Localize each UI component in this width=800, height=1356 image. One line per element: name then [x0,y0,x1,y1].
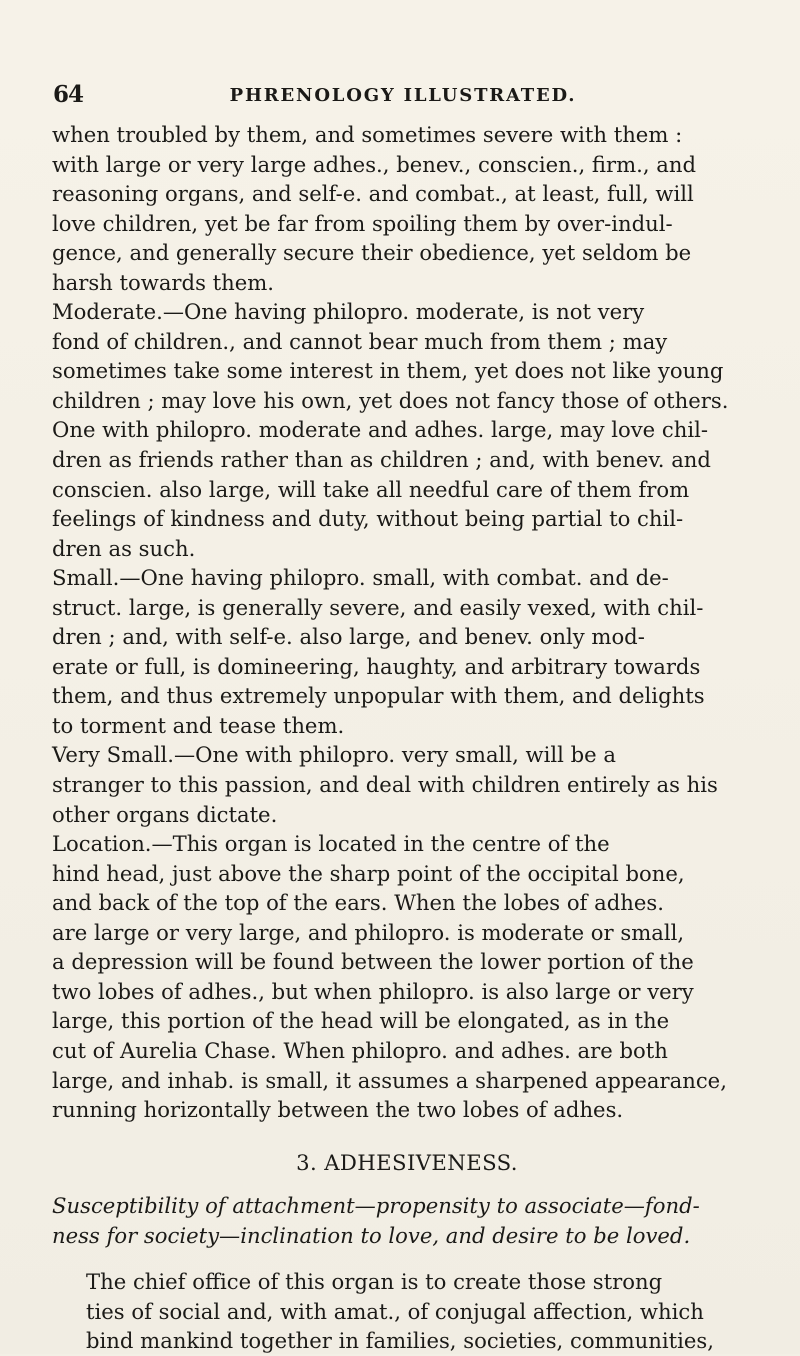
subtitle-line: ness for society—inclination to love, and desire to be loved. [52,1222,691,1248]
subtitle-line: Susceptibility of attachment—propensity to associate—fond- [52,1193,700,1219]
text-line: to torment and tease them. [52,712,345,738]
text-line: Small.—One having philopro. small, with combat. and de- [52,565,669,591]
section-title: 3. ADHESIVENESS. [296,1149,518,1175]
text-line: conscien. also large, will take all needful care of them from [52,476,690,502]
text-line: large, and inhab. is small, it assumes a sharpened appearance, [52,1067,727,1093]
text-line: Very Small.—One with philopro. very small, will be a [52,742,616,768]
text-line: a depression will be found between the lower portion of the [52,949,694,975]
text-line: other organs dictate. [52,801,278,827]
adhesiveness-paragraph [52,1267,762,1356]
text-line: ties of social and, with amat., of conjugal affection, which [86,1298,704,1324]
text-line: dren as such. [52,535,196,561]
text-line: feelings of kindness and duty, without being partial to chil- [52,506,684,532]
text-line: sometimes take some interest in them, yet does not like young [52,358,724,384]
text-line: are large or very large, and philopro. is moderate or small, [52,919,685,945]
page-content [52,120,762,1354]
text-line: when troubled by them, and sometimes severe with them : [52,122,683,147]
text-line: bind mankind together in families, societies, communities, [86,1328,714,1354]
moderate-paragraph [52,297,762,563]
text-line: reasoning organs, and self-e. and combat., at least, full, will [52,181,694,207]
text-line: large, this portion of the head will be elongated, as in the [52,1008,670,1034]
text-line: stranger to this passion, and deal with children entirely as his [52,772,718,798]
small-paragraph [52,563,762,740]
text-line: The chief office of this organ is to create those strong [86,1269,663,1295]
text-line: Moderate.—One having philopro. moderate, is not very [52,299,645,325]
page-number: 64 [53,81,84,108]
running-title: PHRENOLOGY ILLUSTRATED. [229,85,577,106]
text-line: and back of the top of the ears. When the lobes of adhes. [52,890,664,916]
text-line: children ; may love his own, yet does not fancy those of others. [52,387,729,413]
text-line: harsh towards them. [52,269,275,295]
section-subtitle [52,1191,762,1250]
text-line: two lobes of adhes., but when philopro. is also large or very [52,978,694,1004]
text-line: struct. large, is generally severe, and easily vexed, with chil- [52,594,704,620]
page-header [53,81,763,111]
text-line: One with philopro. moderate and adhes. large, may love chil- [52,417,709,443]
text-line: dren ; and, with self-e. also large, and benev. only mod- [52,624,645,650]
text-line: erate or full, is domineering, haughty, and arbitrary towards [52,653,701,679]
opening-paragraph [52,120,762,297]
very-small-paragraph [52,740,762,829]
text-line: running horizontally between the two lobes of adhes. [52,1097,624,1123]
text-line: fond of children., and cannot bear much from them ; may [52,328,668,354]
location-paragraph [52,829,762,1124]
text-line: dren as friends rather than as children ; and, with benev. and [52,447,711,473]
text-line: Location.—This organ is located in the centre of the [52,831,610,857]
text-line: them, and thus extremely unpopular with them, and delights [52,683,705,709]
text-line: love children, yet be far from spoiling them by over-indul- [52,210,673,236]
text-line: with large or very large adhes., benev., conscien., firm., and [52,151,697,177]
text-line: gence, and generally secure their obedience, yet seldom be [52,240,692,266]
text-line: hind head, just above the sharp point of the occipital bone, [52,860,685,886]
text-line: cut of Aurelia Chase. When philopro. and adhes. are both [52,1037,668,1063]
